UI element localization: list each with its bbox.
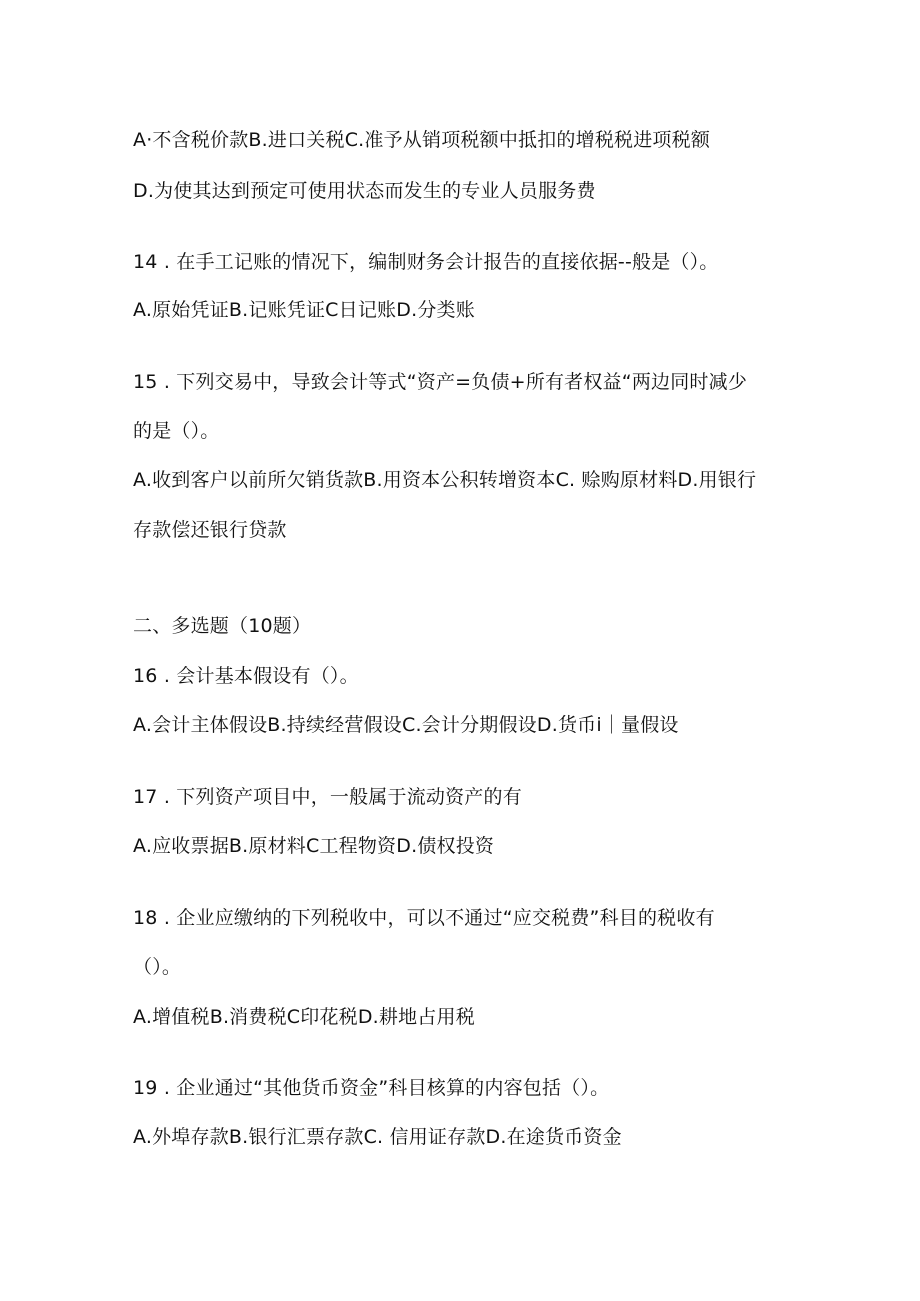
question-16: 16 . 会计基本假设有（）。 <box>133 665 359 687</box>
q16-options: A.会计主体假设B.持续经营假设C.会计分期假设D.货币i｜量假设 <box>133 714 679 736</box>
q13-options-line-2: D.为使其达到预定可使用状态而发生的专业人员服务费 <box>133 180 596 202</box>
q15-options-line-1: A.收到客户以前所欠销货款B.用资本公积转增资本C. 赊购原材料D.用银行 <box>133 469 757 491</box>
q14-options: A.原始凭证B.记账凭证C日记账D.分类账 <box>133 299 475 321</box>
question-19: 19 . 企业通过“其他货币资金”科目核算的内容包括（）。 <box>133 1077 610 1099</box>
q17-options: A.应收票据B.原材料C工程物资D.债权投资 <box>133 835 495 857</box>
question-15-line-1: 15 . 下列交易中，导致会计等式“资产=负债+所有者权益“两边同时减少 <box>133 371 748 393</box>
question-14: 14 . 在手工记账的情况下，编制财务会计报告的直接依据--般是（）。 <box>133 251 719 273</box>
q19-options: A.外埠存款B.银行汇票存款C. 信用证存款D.在途货币资金 <box>133 1126 622 1148</box>
question-18-line-1: 18 . 企业应缴纳的下列税收中，可以不通过“应交税费”科目的税收有 <box>133 907 715 929</box>
q13-options-line-1: A·不含税价款B.进口关税C.准予从销项税额中抵扣的增税税进项税额 <box>133 129 711 151</box>
question-18-line-2: （）。 <box>133 956 182 978</box>
section-heading-multiple-choice: 二、多选题（10题） <box>133 615 312 637</box>
q15-options-line-2: 存款偿还银行贷款 <box>133 519 287 541</box>
question-15-line-2: 的是（）。 <box>133 420 220 442</box>
question-17: 17 . 下列资产项目中，一般属于流动资产的有 <box>133 786 522 808</box>
q18-options: A.增值税B.消费税C印花税D.耕地占用税 <box>133 1006 475 1028</box>
